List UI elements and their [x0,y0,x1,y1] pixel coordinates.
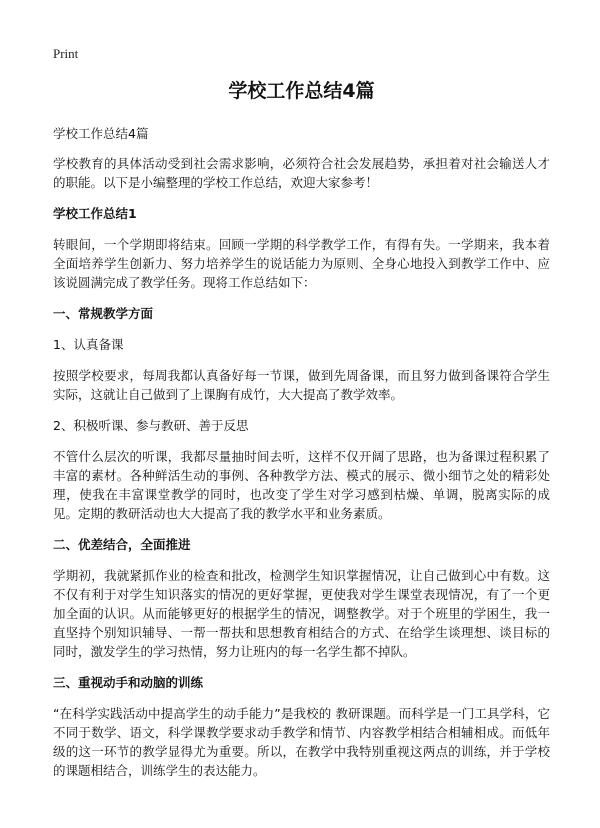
document-subtitle: 学校工作总结4篇 [53,126,149,141]
part1-intro-paragraph: 转眼间，一个学期即将结束。回顾一学期的科学教学工作，有得有失。一学期来，我本着全面培养学生创新力、努力培养学生的说话能力为原则、全身心地投入到教学工作中、应该说圆满完成了教学任务。现将工作总结如下： [53,237,550,290]
section3-paragraph: “在科学实践活动中提高学生的动手能力”是我校的 教研课题。而科学是一门工具学科，它不同于数学、语文，科学课教学要求动手教学和情节、内容教学相结合相辅相成。而低年级的这一环节的教学显得尤为重要。所以，在教学中我特别重视这两点的训练，并于学校的课题相结合，训练学生的表达能力。 [53,706,550,778]
part1-heading: 学校工作总结1 [53,206,137,221]
section2-paragraph: 学期初，我就紧抓作业的检查和批改，检测学生知识掌握情况，让自己做到心中有数。这不仅有利于对学生知识落实的情况的更好掌握，更使我对学生课堂表现情况，有了一个更加全面的认识。从而能够更好的根据学生的情况，调整教学。对于个班里的学困生，我一直坚持个别知识辅导、一帮一帮扶和思想教育相结合的方式、在给学生谈理想、谈目标的同时，激发学生的学习热情，努力让班内的每一名学生都不掉队。 [53,568,550,659]
section2-heading: 二、优差结合，全面推进 [53,537,191,552]
print-link[interactable]: Print [53,46,79,61]
item1-paragraph: 按照学校要求，每周我都认真备好每一节课，做到先周备课，而且努力做到备课符合学生实际，这就让自己做到了上课胸有成竹，大大提高了教学效率。 [53,368,550,402]
section3-heading: 三、重视动手和动脑的训练 [53,675,204,690]
item1-heading: 1、认真备课 [53,337,124,352]
document-body [53,78,550,792]
section1-heading: 一、常规教学方面 [53,306,154,321]
item2-heading: 2、积极听课、参与教研、善于反思 [53,418,249,433]
intro-paragraph: 学校教育的具体活动受到社会需求影响，必须符合社会发展趋势，承担着对社会输送人才的职能。以下是小编整理的学校工作总结，欢迎大家参考！ [53,156,550,190]
page-title: 学校工作总结4篇 [228,80,375,102]
item2-paragraph: 不管什么层次的听课，我都尽量抽时间去听，这样不仅开阔了思路，也为备课过程积累了丰富的素材。各种鲜活生动的事例、各种教学方法、模式的展示、微小细节之处的精彩处理，使我在丰富课堂教学的同时，也改变了学生对学习感到枯燥、单调，脱离实际的成见。定期的教研活动也大大提高了我的教学水平和业务素质。 [53,449,550,521]
